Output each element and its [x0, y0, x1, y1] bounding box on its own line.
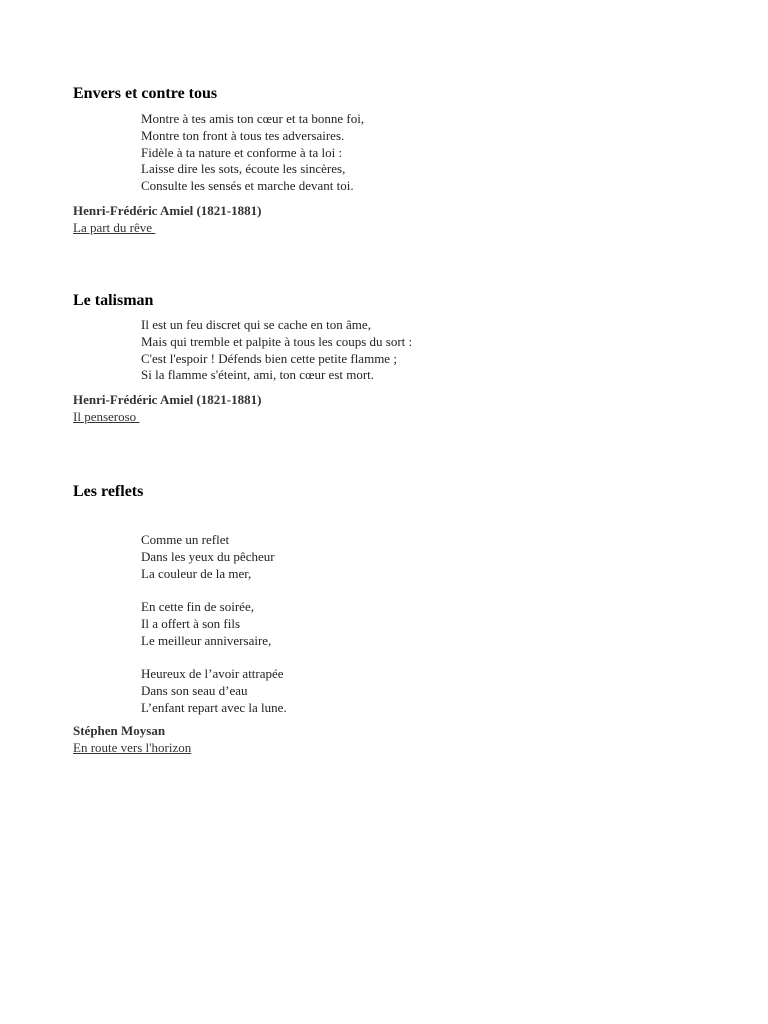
poem-source-link[interactable]: En route vers l'horizon [73, 740, 192, 756]
poem-source-link[interactable]: Il penseroso [73, 409, 140, 425]
stanza-gap [141, 582, 713, 599]
poem-le-talisman [73, 291, 713, 426]
poem-author: Henri-Frédéric Amiel (1821-1881) [73, 392, 262, 408]
poem-stanza [141, 532, 713, 716]
poem-line: Mais qui tremble et palpite à tous les coups du sort : [141, 333, 413, 349]
poem-title: Envers et contre tous [73, 85, 218, 102]
poem-envers-et-contre-tous [73, 84, 713, 237]
poem-author: Henri-Frédéric Amiel (1821-1881) [73, 202, 262, 218]
poem-title: Les reflets [73, 483, 144, 500]
poem-stanza [141, 111, 713, 195]
poem-line: Le meilleur anniversaire, [141, 632, 272, 648]
poem-title: Le talisman [73, 292, 154, 309]
poem-les-reflets [73, 482, 713, 757]
poem-line: Il est un feu discret qui se cache en ton âme, [141, 317, 371, 332]
poem-line: Fidèle à ta nature et conforme à ta loi : [141, 144, 343, 160]
poem-author: Stéphen Moysan [73, 723, 166, 739]
poem-line: Si la flamme s'éteint, ami, ton cœur est mort. [141, 367, 375, 383]
poem-line: Il a offert à son fils [141, 615, 241, 631]
poem-stanza [141, 317, 713, 384]
poem-line: C'est l'espoir ! Défends bien cette petite flamme ; [141, 350, 397, 366]
poem-line: Montre ton front à tous tes adversaires. [141, 127, 345, 143]
poem-line: Laisse dire les sots, écoute les sincères, [141, 161, 346, 177]
poem-line: La couleur de la mer, [141, 565, 252, 581]
poem-line: Dans son seau d’eau [141, 682, 248, 698]
poem-line: Dans les yeux du pêcheur [141, 548, 275, 564]
poem-line: L’enfant repart avec la lune. [141, 699, 287, 715]
poem-source-link[interactable]: La part du rêve [73, 219, 156, 235]
poem-line: Montre à tes amis ton cœur et ta bonne foi, [141, 111, 365, 126]
poem-line: En cette fin de soirée, [141, 598, 254, 614]
stanza-gap [141, 649, 713, 666]
poem-line: Comme un reflet [141, 532, 230, 547]
poem-line: Heureux de l’avoir attrapée [141, 665, 284, 681]
poem-line: Consulte les sensés et marche devant toi. [141, 178, 354, 194]
